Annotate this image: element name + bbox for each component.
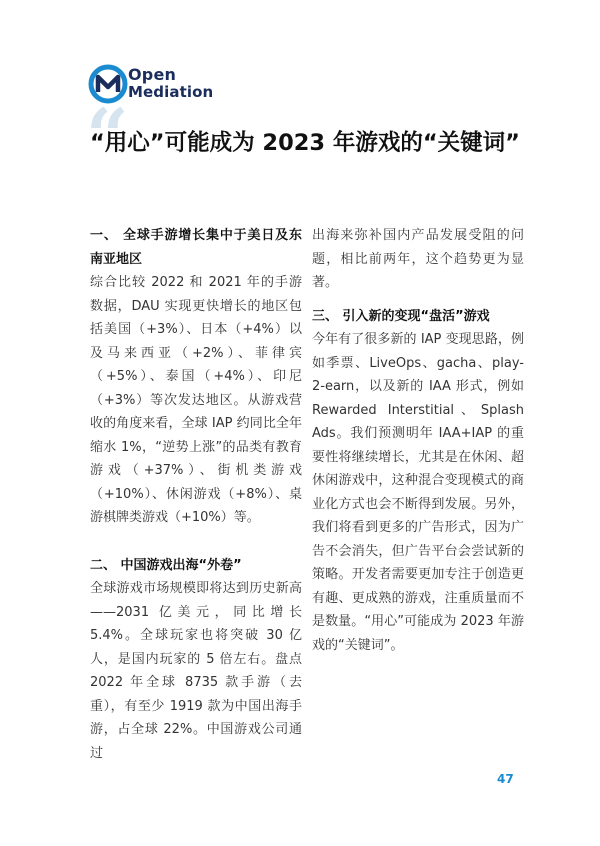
section-2-body: 全球游戏市场规模即将达到历史新高——2031 亿美元，同比增长 5.4%。全球玩家也将突破 30 亿人，是国内玩家的 5 倍左右。盘点 2022 年全球 8735 款手游（去重），有至少 1919 款为中国出海手游，占全球 22%。中国游戏公司通过 (90, 581, 302, 761)
decorative-quote-icon: “ (86, 94, 129, 180)
right-column (312, 224, 524, 657)
section-1-heading: 一、 全球手游增长集中于美日及东南亚地区 (90, 228, 302, 267)
page-title: “用心”可能成为 2023 年游戏的“关键词” (90, 130, 520, 156)
section-2-body-continued: 出海来弥补国内产品发展受阻的问题，相比前两年，这个趋势更为显著。 (312, 228, 524, 290)
section-3-heading: 三、 引入新的变现“盘活”游戏 (312, 308, 490, 324)
logo-text-mediation: Mediation (128, 83, 214, 101)
logo-text-open: Open (128, 65, 177, 84)
section-2-heading: 二、 中国游戏出海“外卷” (90, 557, 242, 573)
logo-wordmark (128, 67, 213, 100)
left-column (90, 224, 302, 765)
section-1-body: 综合比较 2022 和 2021 年的手游数据，DAU 实现更快增长的地区包括美国（+3%）、日本（+4%）以及马来西亚（+2%）、菲律宾（+5%）、泰国（+4%）、印尼（+3%）等次发达地区。从游戏营收的角度来看，全球 IAP 约同比全年缩水 1%，“逆势上涨”的品类有教育游戏（+37%）、街机类游戏（+10%）、休闲游戏（+8%）、桌游棋牌类游戏（+10%）等。 (90, 275, 302, 525)
section-3-body: 今年有了很多新的 IAP 变现思路，例如季票、LiveOps、gacha、play-2-earn，以及新的 IAA 形式，例如 Rewarded Interstitial、Splash Ads。我们预测明年 IAA+IAP 的重要性将继续增长，尤其是在休闲、超休闲游戏中，这种混合变现模式的商业化方式也会不断得到发展。另外，我们将看到更多的广告形式，因为广告不会消失，但广告平台会尝试新的策略。开发者需要更加专注于创造更有趣、更成熟的游戏，注重质量而不是数量。“用心”可能成为 2023 年游戏的“关键词”。 (312, 332, 524, 653)
page-number: 47 (497, 772, 514, 786)
